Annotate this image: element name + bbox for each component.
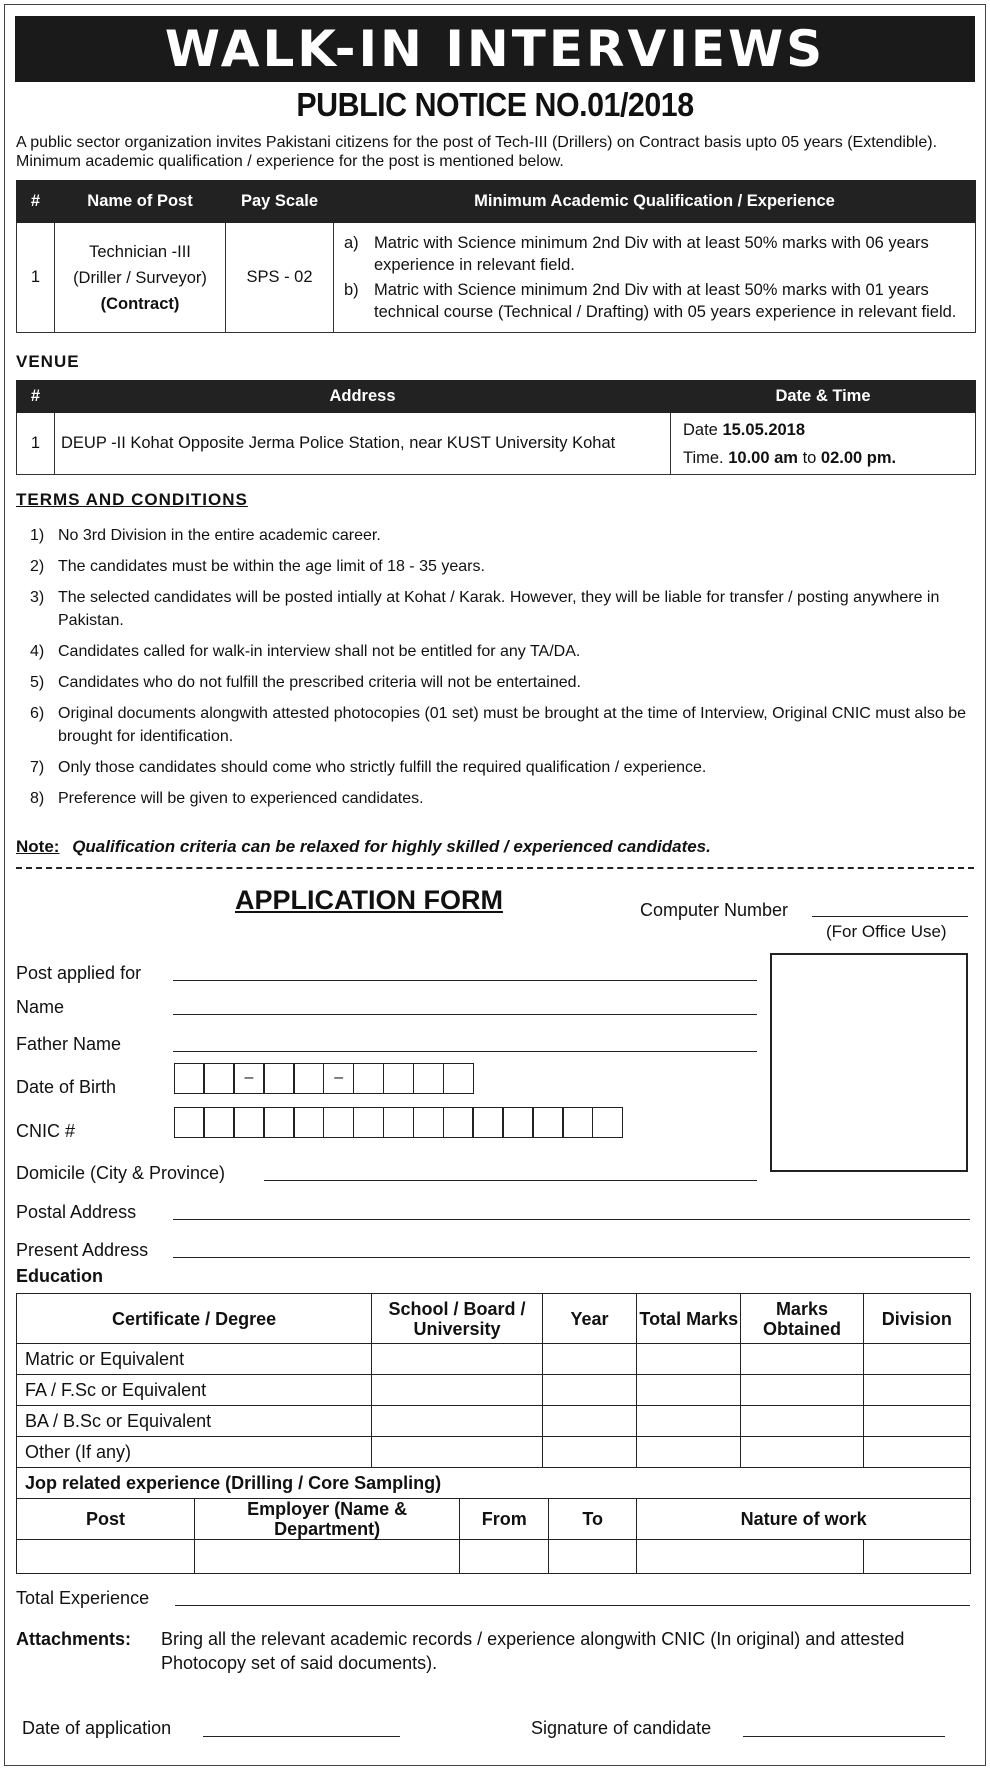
banner-title: WALK-IN INTERVIEWS — [15, 16, 975, 82]
input-cell[interactable] — [863, 1540, 970, 1574]
digit-box[interactable] — [562, 1107, 593, 1138]
time-to-word: to — [802, 448, 817, 467]
total-experience-field[interactable] — [175, 1605, 970, 1606]
computer-number-field[interactable] — [812, 916, 968, 917]
input-cell[interactable] — [863, 1375, 970, 1406]
input-cell[interactable] — [372, 1344, 543, 1375]
item-text: No 3rd Division in the entire academic career. — [58, 527, 381, 544]
intro-line: A public sector organization invites Pakistani citizens for the post of Tech-III (Drillers) on Contract basis upto 05 years (Extendible). — [16, 134, 938, 151]
digit-box[interactable] — [263, 1063, 294, 1094]
col-header: # — [17, 381, 55, 413]
table-row — [17, 1437, 971, 1468]
input-cell[interactable] — [637, 1375, 741, 1406]
time-to: 02.00 pm. — [820, 448, 897, 467]
input-cell[interactable] — [542, 1375, 636, 1406]
digit-box[interactable] — [353, 1063, 384, 1094]
time-from: 10.00 am — [728, 448, 798, 467]
input-cell[interactable] — [542, 1344, 636, 1375]
digit-box[interactable] — [443, 1107, 474, 1138]
post-applied-label: Post applied for — [16, 963, 142, 983]
col-header: Post — [17, 1499, 195, 1540]
list-item — [16, 787, 976, 810]
list-item — [16, 586, 976, 632]
total-experience-label: Total Experience — [16, 1588, 150, 1608]
input-cell[interactable] — [637, 1344, 741, 1375]
item-text: Matric with Science minimum 2nd Div with at least 50% marks with 01 years technical course (Technical / Drafting) with 05 years experience in relevant field. — [374, 281, 957, 321]
input-cell[interactable] — [372, 1437, 543, 1468]
col-header: Name of Post — [55, 181, 226, 223]
col-header: Certificate / Degree — [17, 1294, 372, 1344]
digit-box[interactable] — [383, 1063, 414, 1094]
father-name-field[interactable] — [173, 1051, 757, 1052]
present-address-label: Present Address — [16, 1240, 149, 1260]
office-use-note: (For Office Use) — [826, 922, 947, 941]
terms-heading: TERMS AND CONDITIONS — [16, 490, 248, 509]
list-item — [16, 640, 976, 663]
qualification-item — [344, 232, 967, 276]
item-number: 5) — [30, 674, 45, 691]
digit-box[interactable] — [472, 1107, 503, 1138]
date-label: Date — [683, 420, 718, 439]
col-header: Employer (Name & Department) — [195, 1499, 460, 1540]
post-name-cell — [55, 223, 226, 333]
digit-box[interactable] — [502, 1107, 533, 1138]
list-item — [16, 671, 976, 694]
input-cell[interactable] — [460, 1540, 549, 1574]
col-header: Year — [542, 1294, 636, 1344]
digit-box[interactable] — [323, 1107, 354, 1138]
education-heading: Education — [16, 1266, 104, 1286]
domicile-label: Domicile (City & Province) — [16, 1163, 226, 1183]
attachments-text: Bring all the relevant academic records / experience alongwith CNIC (In original) and attested Photocopy set of said documents). — [161, 1629, 905, 1673]
input-cell[interactable] — [542, 1406, 636, 1437]
qualification-cell — [334, 223, 976, 333]
col-header: Date & Time — [671, 381, 976, 413]
pay-scale: SPS - 02 — [226, 223, 334, 333]
intro-text — [16, 133, 976, 171]
table-row — [17, 1540, 971, 1574]
date-of-application-field[interactable] — [203, 1736, 400, 1737]
degree-cell: BA / B.Sc or Equivalent — [17, 1406, 372, 1437]
row-number: 1 — [17, 413, 55, 475]
item-number: 2) — [30, 558, 45, 575]
name-field[interactable] — [173, 1014, 757, 1015]
computer-number-label: Computer Number — [640, 900, 789, 920]
photo-box[interactable] — [770, 953, 968, 1172]
degree-cell: Other (If any) — [17, 1437, 372, 1468]
present-address-field[interactable] — [173, 1257, 970, 1258]
col-header: Division — [863, 1294, 970, 1344]
input-cell[interactable] — [637, 1540, 863, 1574]
list-item — [16, 524, 976, 547]
attachments-label: Attachments: — [16, 1629, 132, 1649]
venue-time — [683, 444, 975, 472]
signature-label: Signature of candidate — [531, 1718, 712, 1738]
digit-box[interactable] — [592, 1107, 623, 1138]
input-cell[interactable] — [741, 1375, 863, 1406]
digit-box[interactable] — [413, 1063, 444, 1094]
input-cell[interactable] — [637, 1406, 741, 1437]
item-number: 8) — [30, 790, 45, 807]
degree-cell: Matric or Equivalent — [17, 1344, 372, 1375]
item-text: Preference will be given to experienced candidates. — [58, 790, 424, 807]
separator-box: – — [233, 1063, 264, 1094]
col-header: Total Marks — [637, 1294, 741, 1344]
digit-box[interactable] — [203, 1107, 234, 1138]
post-contract: (Contract) — [100, 294, 180, 313]
item-text: Only those candidates should come who strictly fulfill the required qualification / experience. — [58, 759, 707, 776]
col-header: # — [17, 181, 55, 223]
cnic-label: CNIC # — [16, 1121, 76, 1141]
signature-field[interactable] — [743, 1736, 945, 1737]
input-cell[interactable] — [542, 1437, 636, 1468]
table-row — [17, 413, 976, 475]
table-row — [17, 223, 976, 333]
item-text: Matric with Science minimum 2nd Div with at least 50% marks with 06 years experience in relevant field. — [374, 234, 929, 274]
dob-boxes[interactable] — [175, 1063, 474, 1094]
table-row — [17, 1375, 971, 1406]
education-table — [16, 1293, 971, 1574]
input-cell[interactable] — [549, 1540, 637, 1574]
date-value: 15.05.2018 — [722, 420, 806, 439]
item-letter: a) — [344, 234, 359, 252]
digit-box[interactable] — [443, 1063, 474, 1094]
post-subtitle: (Driller / Surveyor) — [73, 268, 207, 287]
digit-box[interactable] — [233, 1107, 264, 1138]
col-header: From — [460, 1499, 549, 1540]
digit-box[interactable] — [203, 1063, 234, 1094]
input-cell[interactable] — [372, 1375, 543, 1406]
post-table-header — [17, 181, 976, 223]
col-header: Minimum Academic Qualification / Experience — [334, 181, 976, 223]
education-header-row — [17, 1294, 971, 1344]
item-number: 6) — [30, 705, 45, 722]
digit-box[interactable] — [174, 1107, 205, 1138]
venue-heading: VENUE — [16, 352, 80, 371]
postal-address-field[interactable] — [173, 1219, 970, 1220]
col-header: School / Board / University — [372, 1294, 543, 1344]
row-number: 1 — [17, 223, 55, 333]
degree-cell: FA / F.Sc or Equivalent — [17, 1375, 372, 1406]
post-name: Technician -III — [89, 242, 191, 261]
note — [16, 837, 711, 857]
venue-table-header — [17, 381, 976, 413]
venue-table — [16, 380, 976, 475]
attachments — [16, 1627, 976, 1675]
dob-label: Date of Birth — [16, 1077, 117, 1097]
dashed-divider — [16, 867, 974, 869]
list-item — [16, 702, 976, 748]
item-text: Original documents alongwith attested photocopies (01 set) must be brought at the time of Interview, Original CNIC must also be brought for identification. — [58, 705, 967, 745]
digit-box[interactable] — [174, 1063, 205, 1094]
name-label: Name — [16, 997, 65, 1017]
col-header: Marks Obtained — [741, 1294, 863, 1344]
input-cell[interactable] — [863, 1344, 970, 1375]
venue-date — [683, 416, 975, 444]
post-table — [16, 180, 976, 333]
input-cell[interactable] — [195, 1540, 460, 1574]
input-cell[interactable] — [741, 1406, 863, 1437]
input-cell[interactable] — [863, 1406, 970, 1437]
domicile-field[interactable] — [264, 1180, 757, 1181]
input-cell[interactable] — [17, 1540, 195, 1574]
separator-box: – — [323, 1063, 354, 1094]
notice-title: PUBLIC NOTICE NO.01/2018 — [296, 86, 694, 123]
item-text: Candidates called for walk-in interview shall not be entitled for any TA/DA. — [58, 643, 581, 660]
list-item — [16, 555, 976, 578]
qualification-item — [344, 279, 967, 323]
venue-datetime — [671, 413, 976, 475]
col-header: Pay Scale — [226, 181, 334, 223]
input-cell[interactable] — [372, 1406, 543, 1437]
intro-line: Minimum academic qualification / experience for the post is mentioned below. — [16, 153, 564, 170]
experience-header-row — [17, 1499, 971, 1540]
table-row — [17, 1406, 971, 1437]
col-header: Nature of work — [637, 1499, 971, 1540]
item-number: 1) — [30, 527, 45, 544]
table-row — [17, 1344, 971, 1375]
digit-box[interactable] — [413, 1107, 444, 1138]
digit-box[interactable] — [532, 1107, 563, 1138]
item-number: 4) — [30, 643, 45, 660]
item-text: Candidates who do not fulfill the prescribed criteria will not be entertained. — [58, 674, 581, 691]
form-title: APPLICATION FORM — [235, 885, 503, 915]
input-cell[interactable] — [637, 1437, 741, 1468]
job-experience-heading: Jop related experience (Drilling / Core Sampling) — [17, 1468, 971, 1499]
list-item — [16, 756, 976, 779]
note-label: Note: — [16, 837, 60, 856]
digit-box[interactable] — [293, 1107, 324, 1138]
item-text: The selected candidates will be posted intially at Kohat / Karak. However, they will be liable for transfer / posting anywhere in Pakistan. — [58, 589, 940, 629]
job-experience-heading-row — [17, 1468, 971, 1499]
post-applied-field[interactable] — [173, 980, 757, 981]
digit-box[interactable] — [263, 1107, 294, 1138]
terms-list — [16, 524, 976, 818]
input-cell[interactable] — [863, 1437, 970, 1468]
digit-box[interactable] — [293, 1063, 324, 1094]
input-cell[interactable] — [741, 1344, 863, 1375]
input-cell[interactable] — [741, 1437, 863, 1468]
postal-address-label: Postal Address — [16, 1202, 137, 1222]
digit-box[interactable] — [353, 1107, 384, 1138]
item-number: 7) — [30, 759, 45, 776]
cnic-boxes[interactable] — [175, 1107, 623, 1138]
venue-address: DEUP -II Kohat Opposite Jerma Police Station, near KUST University Kohat — [55, 413, 671, 475]
note-text: Qualification criteria can be relaxed for highly skilled / experienced candidates. — [72, 837, 711, 856]
item-number: 3) — [30, 589, 45, 606]
col-header: To — [549, 1499, 637, 1540]
item-text: The candidates must be within the age limit of 18 - 35 years. — [58, 558, 485, 575]
item-letter: b) — [344, 281, 359, 299]
time-label: Time. — [683, 448, 724, 467]
father-name-label: Father Name — [16, 1034, 122, 1054]
digit-box[interactable] — [383, 1107, 414, 1138]
col-header: Address — [55, 381, 671, 413]
date-of-application-label: Date of application — [22, 1718, 172, 1738]
